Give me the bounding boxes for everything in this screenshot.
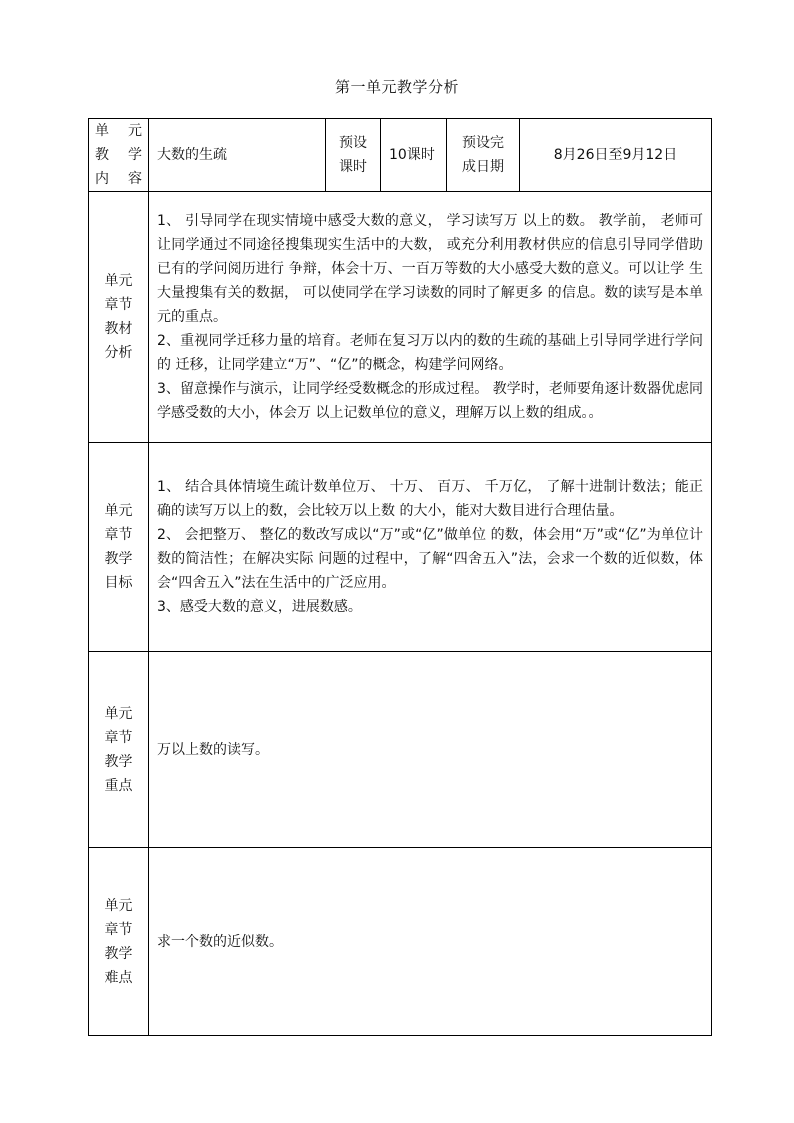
content-label: 单 元 教 学 内容 xyxy=(89,119,149,192)
row-label: 单元 章节 教学 重点 xyxy=(89,652,149,848)
analysis-table xyxy=(88,118,712,1036)
key-points-row xyxy=(89,652,712,848)
paragraph: 1、 引导同学在现实情境中感受大数的意义， 学习读写万 以上的数。 教学前， 老师可让同学通过不同途径搜集现实生活中的大数， 或充分利用教材供应的信息引导同学借助已有的学问阅历进行 争辩，体会十万、一百万等数的大小感受大数的意义。可以让学 生大量搜集有关的数据， 可以使同学在学习读数的同时了解更多 的信息。数的读写是本单元的重点。 xyxy=(157,213,703,325)
row-body xyxy=(149,192,712,443)
unit-content: 大数的生疏 xyxy=(149,119,326,192)
row-body xyxy=(149,652,712,848)
paragraph: 1、 结合具体情境生疏计数单位万、 十万、 百万、 千万亿， 了解十进制计数法；能正确的读写万以上的数，会比较万以上数 的大小，能对大数目进行合理估量。 xyxy=(157,479,703,519)
period-label: 预设 课时 xyxy=(326,119,381,192)
material-analysis-row xyxy=(89,192,712,443)
period-value: 10课时 xyxy=(381,119,447,192)
paragraph: 2、重视同学迁移力量的培育。老师在复习万以内的数的生疏的基础上引导同学进行学问的 迁移，让同学建立“万”、“亿”的概念，构建学问网络。 xyxy=(157,333,703,373)
paragraph: 2、 会把整万、 整亿的数改写成以“万”或“亿”做单位 的数，体会用“万”或“亿”为单位计数的简洁性；在解决实际 问题的过程中，了解“四舍五入”法，会求一个数的近似数，体 会“四舍五入”法在生活中的广泛应用。 xyxy=(157,527,703,591)
paragraph: 3、留意操作与演示，让同学经受数概念的形成过程。 教学时，老师要角逐计数器优虑同学感受数的大小，体会万 以上记数单位的意义，理解万以上数的组成。。 xyxy=(157,381,703,421)
paragraph: 求一个数的近似数。 xyxy=(157,933,283,950)
teaching-goals-row xyxy=(89,443,712,652)
row-label: 单元 章节 教学 目标 xyxy=(89,443,149,652)
date-label: 预设完 成日期 xyxy=(447,119,520,192)
row-body xyxy=(149,848,712,1036)
row-label: 单元 章节 教材 分析 xyxy=(89,192,149,443)
page-title: 第一单元教学分析 xyxy=(334,78,459,96)
row-body xyxy=(149,443,712,652)
date-value: 8月26日至9月12日 xyxy=(520,119,712,192)
header-row xyxy=(89,119,712,192)
row-label: 单元 章节 教学 难点 xyxy=(89,848,149,1036)
paragraph: 万以上数的读写。 xyxy=(157,741,269,758)
paragraph: 3、感受大数的意义，进展数感。 xyxy=(157,599,362,615)
difficulties-row xyxy=(89,848,712,1036)
